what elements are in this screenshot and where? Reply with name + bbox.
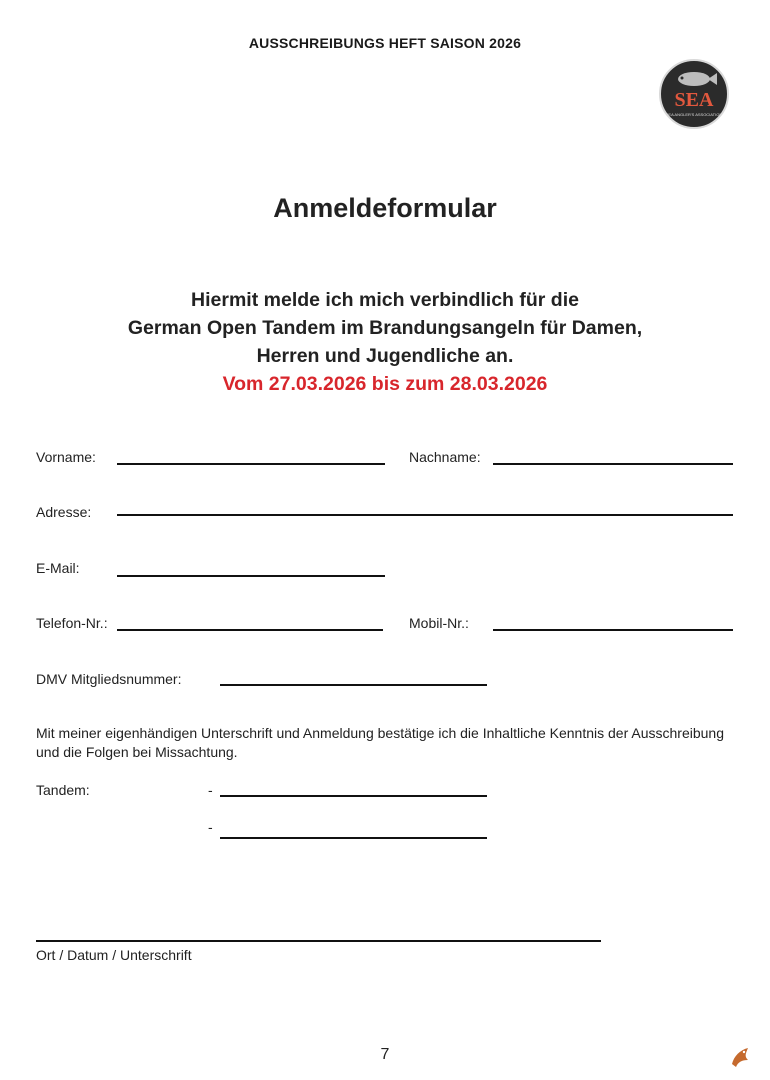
tandem-partner-2-field[interactable] <box>220 837 487 839</box>
email-field[interactable] <box>117 575 385 577</box>
first-name-field[interactable] <box>117 463 385 465</box>
first-name-label: Vorname: <box>36 449 96 465</box>
membership-label: DMV Mitgliedsnummer: <box>36 671 182 687</box>
intro-text <box>0 286 770 398</box>
intro-line: Herren und Jugendliche an. <box>256 345 514 367</box>
declaration-text: Mit meiner eigenhändigen Unterschrift und Anmeldung bestätige ich die Inhaltliche Kenntnis der Ausschreibung und die Folgen bei Missachtung. <box>36 725 724 760</box>
document-header: AUSSCHREIBUNGS HEFT SAISON 2026 <box>248 35 522 51</box>
signature-field[interactable] <box>36 940 601 942</box>
fish-mark-icon <box>728 1044 754 1070</box>
logo-subtext: SEA ANGLER'S ASSOCIATION <box>665 112 723 117</box>
intro-line: Hiermit melde ich mich verbindlich für die <box>191 289 579 311</box>
mobile-label: Mobil-Nr.: <box>409 615 469 631</box>
phone-label: Telefon-Nr.: <box>36 615 108 631</box>
mobile-field[interactable] <box>493 629 733 631</box>
intro-line: German Open Tandem im Brandungsangeln für Damen, <box>127 317 643 339</box>
phone-field[interactable] <box>117 629 383 631</box>
tandem-partner-1-field[interactable] <box>220 795 487 797</box>
date-range: Vom 27.03.2026 bis zum 28.03.2026 <box>222 373 548 395</box>
tandem-dash: - <box>208 819 213 835</box>
last-name-field[interactable] <box>493 463 733 465</box>
sea-logo <box>659 59 729 129</box>
fish-logo-icon <box>661 61 727 127</box>
last-name-label: Nachname: <box>409 449 481 465</box>
page-title: Anmeldeformular <box>273 193 497 223</box>
signature-label: Ort / Datum / Unterschrift <box>36 947 192 963</box>
tandem-label: Tandem: <box>36 782 90 798</box>
page-number: 7 <box>380 1046 390 1063</box>
address-field[interactable] <box>117 514 733 516</box>
membership-field[interactable] <box>220 684 487 686</box>
tandem-dash: - <box>208 782 213 798</box>
email-label: E-Mail: <box>36 560 80 576</box>
logo-text: SEA <box>674 89 714 111</box>
address-label: Adresse: <box>36 504 92 520</box>
